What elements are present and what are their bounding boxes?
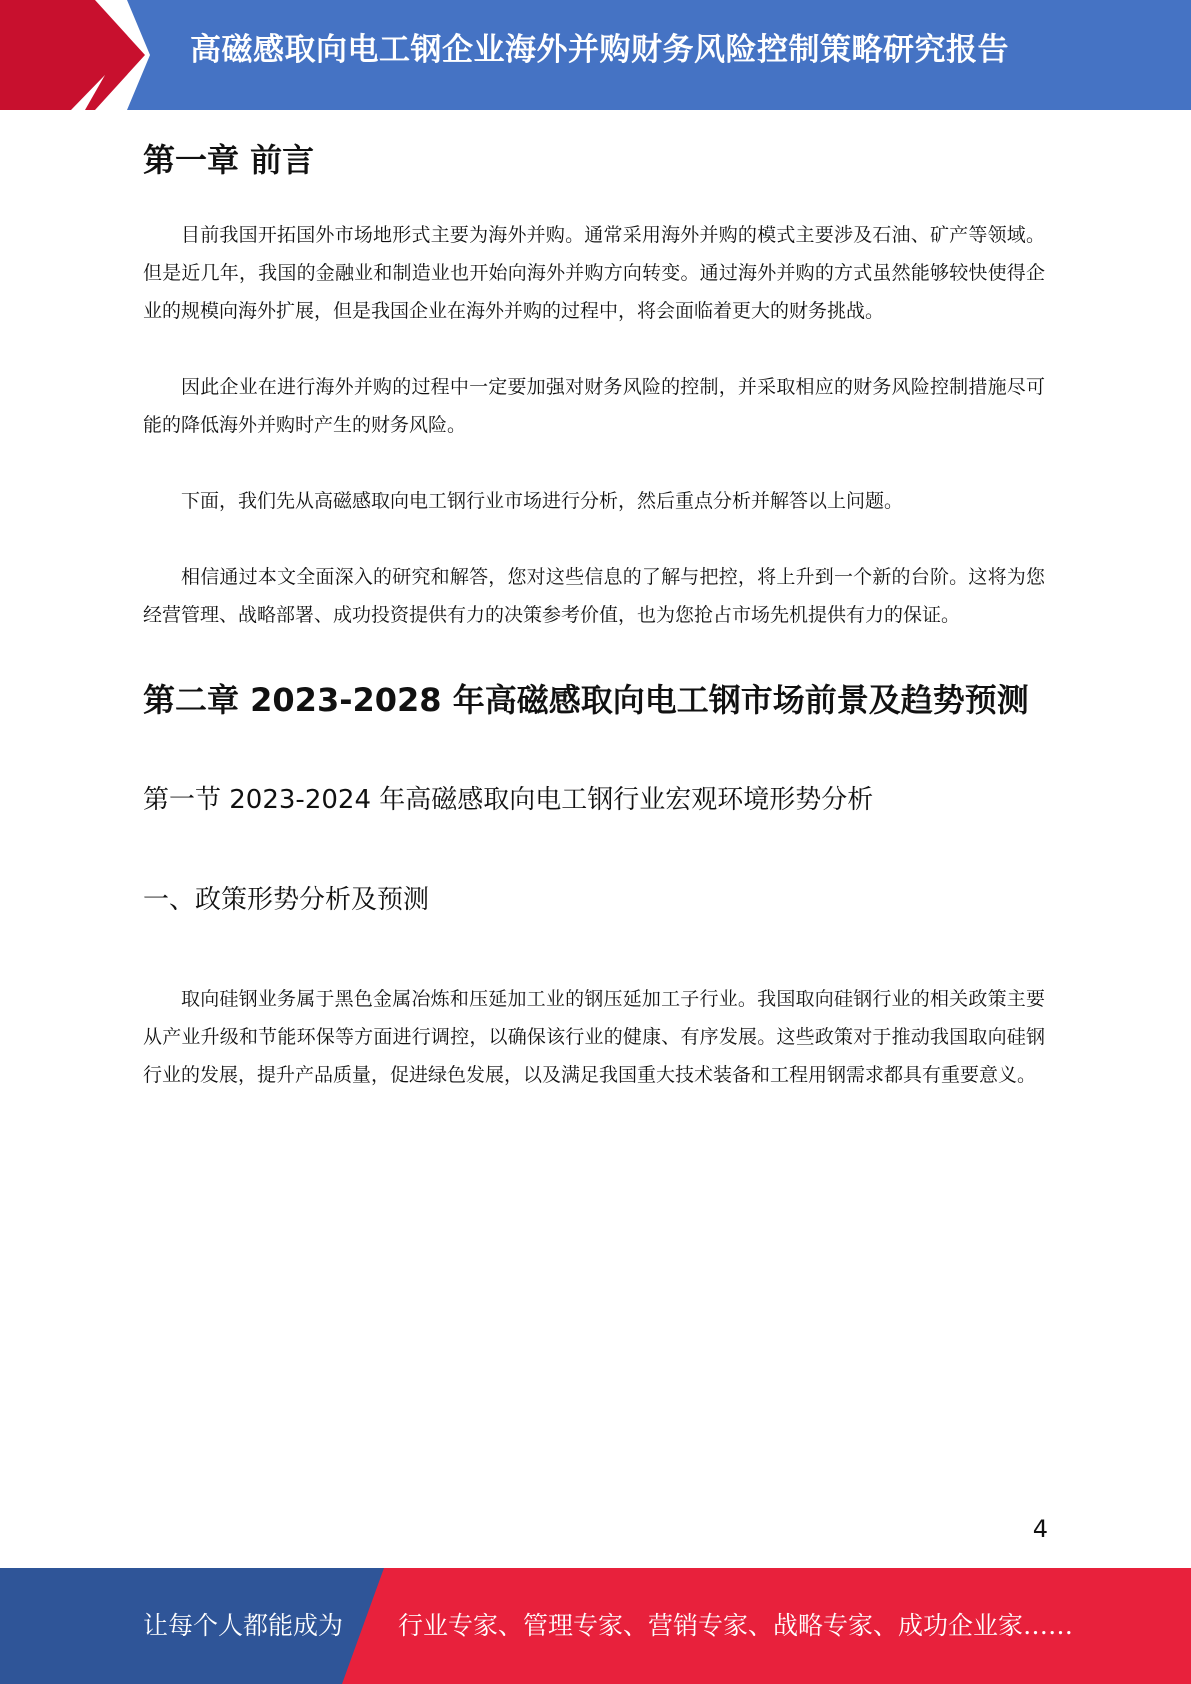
paragraph: 取向硅钢业务属于黑色金属冶炼和压延加工业的钢压延加工子行业。我国取向硅钢行业的相关政策主要从产业升级和节能环保等方面进行调控，以确保该行业的健康、有序发展。这些政策对于推动我国取向硅钢行业的发展，提升产品质量，促进绿色发展，以及满足我国重大技术装备和工程用钢需求都具有重要意义。 bbox=[143, 988, 1045, 1086]
footer-slogan-right: 行业专家、管理专家、营销专家、战略专家、成功企业家…… bbox=[398, 1611, 1074, 1640]
paragraph: 因此企业在进行海外并购的过程中一定要加强对财务风险的控制，并采取相应的财务风险控制措施尽可能的降低海外并购时产生的财务风险。 bbox=[143, 376, 1045, 436]
page-number: 4 bbox=[1032, 1515, 1048, 1543]
paragraph: 相信通过本文全面深入的研究和解答，您对这些信息的了解与把控，将上升到一个新的台阶。这将为您经营管理、战略部署、成功投资提供有力的决策参考价值，也为您抢占市场先机提供有力的保证。 bbox=[143, 566, 1045, 626]
section-heading: 第一节 2023-2024 年高磁感取向电工钢行业宏观环境形势分析 bbox=[143, 785, 874, 815]
footer-banner bbox=[0, 1568, 1191, 1684]
subsection-heading: 一、政策形势分析及预测 bbox=[143, 885, 430, 915]
report-title: 高磁感取向电工钢企业海外并购财务风险控制策略研究报告 bbox=[190, 32, 1009, 68]
paragraph: 目前我国开拓国外市场地形式主要为海外并购。通常采用海外并购的模式主要涉及石油、矿产等领域。但是近几年，我国的金融业和制造业也开始向海外并购方向转变。通过海外并购的方式虽然能够较快使得企业的规模向海外扩展，但是我国企业在海外并购的过程中，将会面临着更大的财务挑战。 bbox=[143, 224, 1045, 322]
document-body bbox=[143, 130, 1045, 1094]
chapter-heading: 第二章 2023-2028 年高磁感取向电工钢市场前景及趋势预测 bbox=[143, 681, 1029, 719]
paragraph: 下面，我们先从高磁感取向电工钢行业市场进行分析，然后重点分析并解答以上问题。 bbox=[181, 490, 904, 512]
footer-slogan-left: 让每个人都能成为 bbox=[143, 1611, 344, 1640]
header-banner bbox=[0, 0, 1191, 110]
chapter-heading: 第一章 前言 bbox=[143, 141, 315, 179]
